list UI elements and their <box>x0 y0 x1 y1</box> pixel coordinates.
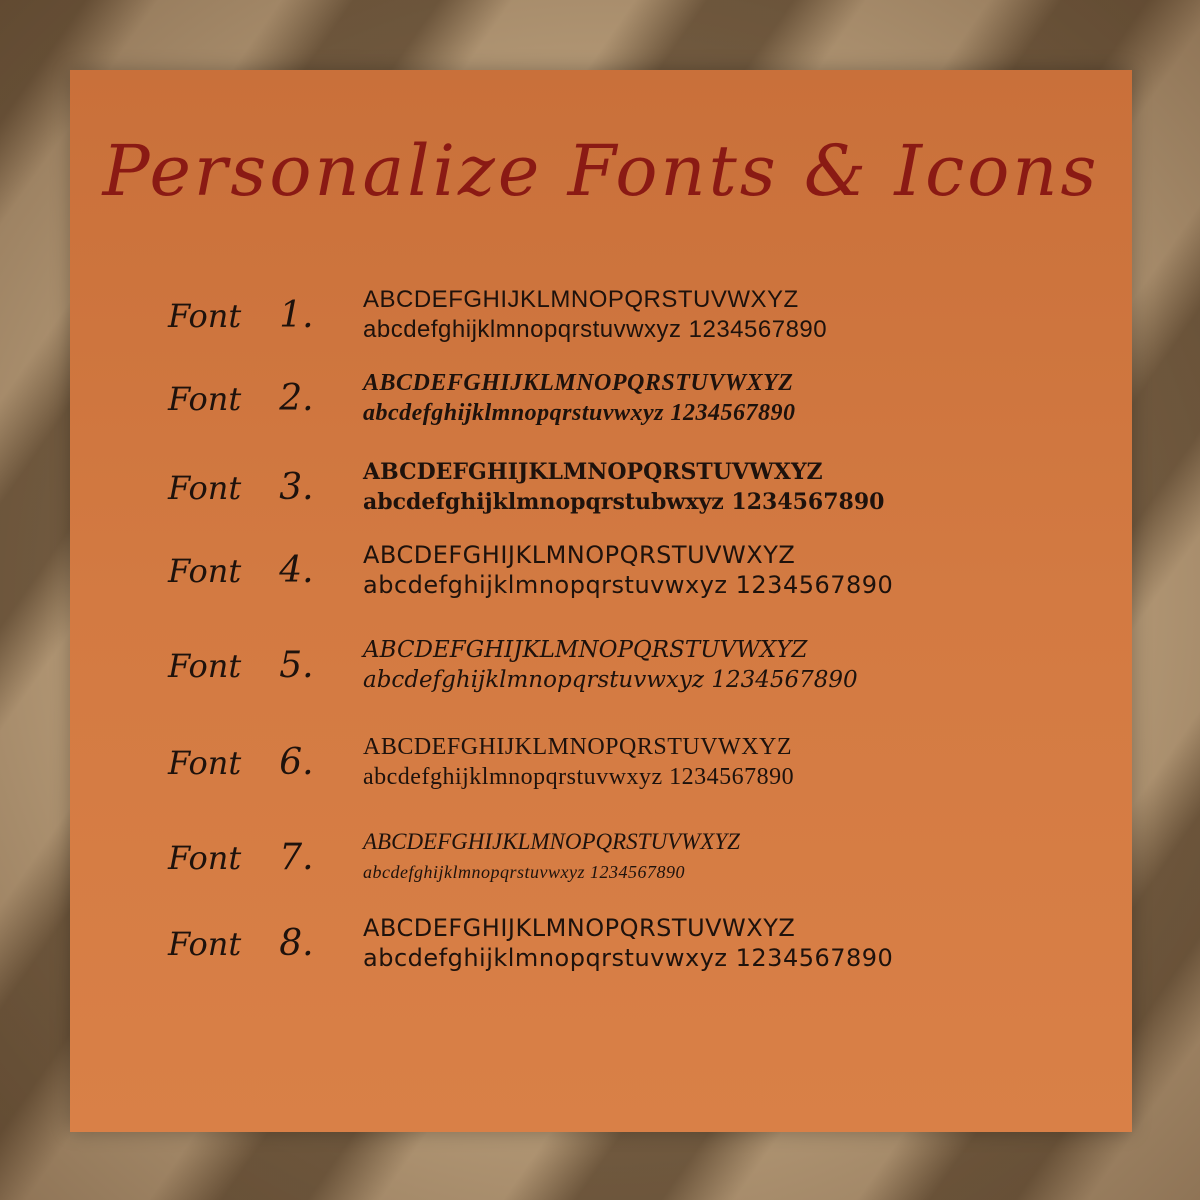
lowercase-sample: abcdefghijklmnopqrstuvwxyz 1234567890 <box>363 667 858 693</box>
lowercase-sample: abcdefghijklmnopqrstuvwxyz 1234567890 <box>363 764 795 790</box>
uppercase-sample: ABCDEFGHIJKLMNOPQRSTUVWXYZ <box>363 914 796 942</box>
font-number: 8. <box>279 923 314 964</box>
font-number: 6. <box>279 742 314 783</box>
font-label <box>168 645 314 686</box>
font-number: 2. <box>279 378 314 419</box>
font-label-text: Font <box>168 380 242 418</box>
font-number: 4. <box>279 550 314 591</box>
font-sample <box>363 368 796 428</box>
font-sample <box>363 635 858 695</box>
font-sample <box>363 285 827 345</box>
font-label <box>168 837 314 878</box>
lowercase-sample: abcdefghijklmnopqrstuvwxyz 1234567890 <box>363 944 894 972</box>
font-label-text: Font <box>168 552 242 590</box>
font-row-5 <box>70 635 1132 705</box>
font-sample <box>363 913 893 973</box>
font-number: 7. <box>279 837 314 878</box>
font-row-1 <box>70 285 1132 355</box>
font-label <box>168 923 314 964</box>
lowercase-sample: abcdefghijklmnopqrstuvwxyz 1234567890 <box>363 400 796 426</box>
font-chart-card <box>70 70 1132 1132</box>
font-number: 1. <box>279 295 314 336</box>
uppercase-sample: ABCDEFGHIJKLMNOPQRSTUVWXYZ <box>363 637 808 663</box>
font-number: 3. <box>279 467 314 508</box>
font-label-text: Font <box>168 647 242 685</box>
lowercase-sample: abcdefghijklmnopqrstuvwxyz 1234567890 <box>363 571 894 599</box>
font-number: 5. <box>279 645 314 686</box>
font-label-text: Font <box>168 744 242 782</box>
font-label <box>168 742 314 783</box>
uppercase-sample: ABCDEFGHIJKLMNOPQRSTUVWXYZ <box>363 734 793 760</box>
font-row-4 <box>70 540 1132 610</box>
page-title: Personalize Fonts & Icons <box>102 130 1100 212</box>
font-label <box>168 378 314 419</box>
font-label <box>168 550 314 591</box>
font-row-8 <box>70 913 1132 983</box>
uppercase-sample: ABCDEFGHIJKLMNOPQRSTUVWXYZ <box>363 370 794 396</box>
font-sample <box>363 827 740 887</box>
lowercase-sample: abcdefghijklmnopqrstuvwxyz 1234567890 <box>363 862 685 882</box>
uppercase-sample: ABCDEFGHIJKLMNOPQRSTUVWXYZ <box>363 459 823 485</box>
font-label-text: Font <box>168 925 242 963</box>
font-label-text: Font <box>168 297 242 335</box>
uppercase-sample: ABCDEFGHIJKLMNOPQRSTUVWXYZ <box>363 541 796 569</box>
font-sample <box>363 540 893 600</box>
uppercase-sample: ABCDEFGHIJKLMNOPQRSTUVWXYZ <box>363 829 740 854</box>
font-label <box>168 295 314 336</box>
font-label <box>168 467 314 508</box>
font-sample <box>363 732 794 792</box>
lowercase-sample: abcdefghijklmnopqrstuvwxyz 1234567890 <box>363 316 828 343</box>
font-row-3 <box>70 457 1132 527</box>
font-sample <box>363 457 884 517</box>
uppercase-sample: ABCDEFGHIJKLMNOPQRSTUVWXYZ <box>363 286 799 313</box>
font-row-6 <box>70 732 1132 802</box>
font-row-7 <box>70 827 1132 897</box>
font-label-text: Font <box>168 469 242 507</box>
lowercase-sample: abcdefghijklmnopqrstubwxyz 1234567890 <box>363 489 885 515</box>
font-label-text: Font <box>168 839 242 877</box>
font-row-2 <box>70 368 1132 438</box>
